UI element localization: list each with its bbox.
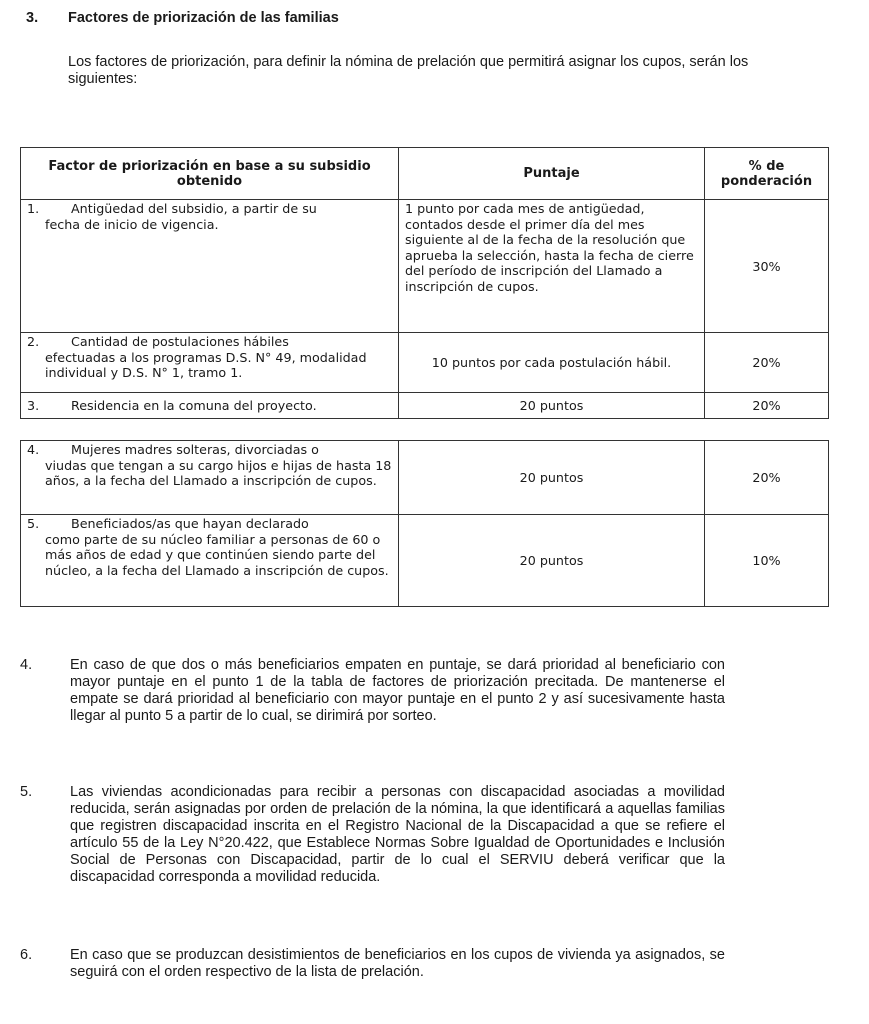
table-row <box>21 515 829 607</box>
factor-text: Antigüedad del subsidio, a partir de su <box>71 201 317 216</box>
paragraph-4 <box>20 657 725 725</box>
prioritization-table <box>20 147 829 419</box>
factor-cell <box>21 200 399 333</box>
factor-text-cont: fecha de inicio de vigencia. <box>45 216 219 232</box>
table-row <box>21 333 829 393</box>
factor-cell <box>21 333 399 393</box>
points-cell: 20 puntos <box>399 515 705 607</box>
paragraph-number: 6. <box>20 947 33 963</box>
factor-number: 4. <box>27 442 40 457</box>
factor-number: 3. <box>27 398 40 414</box>
paragraph-number: 4. <box>20 657 33 673</box>
factor-text-cont: viudas que tengan a su cargo hijos e hijas de hasta 18 años, a la fecha del Llamado a inscripción de cupos. <box>45 457 392 488</box>
weight-cell: 30% <box>705 200 829 333</box>
table-row <box>21 200 829 333</box>
table-row <box>21 441 829 515</box>
factor-text: Beneficiados/as que hayan declarado <box>71 516 309 531</box>
factor-number: 2. <box>27 334 40 349</box>
points-cell: 1 punto por cada mes de antigüedad, contados desde el primer día del mes siguiente al de la fecha de la resolución que aprueba la selección, hasta la fecha de cierre del período de inscripción del Llamado a inscripción de cupos. <box>399 200 705 333</box>
header-weight: % de ponderación <box>705 148 829 200</box>
table-header-row <box>21 148 829 200</box>
factor-cell <box>21 393 399 419</box>
points-cell: 10 puntos por cada postulación hábil. <box>399 333 705 393</box>
section-title: Factores de priorización de las familias <box>68 10 339 26</box>
paragraph-5 <box>20 784 725 886</box>
prioritization-table-continued <box>20 440 829 607</box>
factor-cell <box>21 441 399 515</box>
header-points: Puntaje <box>399 148 705 200</box>
weight-cell: 10% <box>705 515 829 607</box>
points-cell: 20 puntos <box>399 393 705 419</box>
section-number: 3. <box>26 10 39 26</box>
paragraph-number: 5. <box>20 784 33 800</box>
factor-number: 1. <box>27 201 40 216</box>
paragraph-text: En caso de que dos o más beneficiarios empaten en puntaje, se dará prioridad al beneficiario con mayor puntaje en el punto 1 de la tabla de factores de priorización precitada. De mantenerse el empate se dará prioridad al beneficiario con mayor puntaje en el punto 2 y así sucesivamente hasta llegar al punto 5 a partir de lo cual, se dirimirá por sorteo. <box>70 657 725 724</box>
factor-number: 5. <box>27 516 40 531</box>
weight-cell: 20% <box>705 393 829 419</box>
weight-cell: 20% <box>705 441 829 515</box>
paragraph-text: Las viviendas acondicionadas para recibir a personas con discapacidad asociadas a movilidad reducida, serán asignadas por orden de prelación de la nómina, la que identificará a aquellas familias que registren discapacidad inscrita en el Registro Nacional de la Discapacidad a que se refiere el artículo 55 de la Ley N°20.422, que Establece Normas Sobre Igualdad de Oportunidades e Inclusión Social de Personas con Discapacidad, partir de lo cual el SERVIU deberá verificar que la discapacidad corresponda a movilidad reducida. <box>70 784 725 885</box>
table-row <box>21 393 829 419</box>
factor-text-cont: como parte de su núcleo familiar a personas de 60 o más años de edad y que continúen siendo parte del núcleo, a la fecha del Llamado a inscripción de cupos. <box>45 531 389 578</box>
paragraph-text: En caso que se produzcan desistimientos de beneficiarios en los cupos de vivienda ya asignados, se seguirá con el orden respectivo de la lista de prelación. <box>70 947 725 980</box>
paragraph-6 <box>20 947 725 981</box>
factor-text: Residencia en la comuna del proyecto. <box>71 398 317 414</box>
intro-paragraph: Los factores de priorización, para definir la nómina de prelación que permitirá asignar los cupos, serán los siguientes: <box>68 54 749 87</box>
factor-text: Mujeres madres solteras, divorciadas o <box>71 442 319 457</box>
factor-text: Cantidad de postulaciones hábiles <box>71 334 289 349</box>
factor-text-cont: efectuadas a los programas D.S. N° 49, modalidad individual y D.S. N° 1, tramo 1. <box>45 349 367 380</box>
factor-cell <box>21 515 399 607</box>
header-factor: Factor de priorización en base a su subsidio obtenido <box>21 148 399 200</box>
weight-cell: 20% <box>705 333 829 393</box>
points-cell: 20 puntos <box>399 441 705 515</box>
